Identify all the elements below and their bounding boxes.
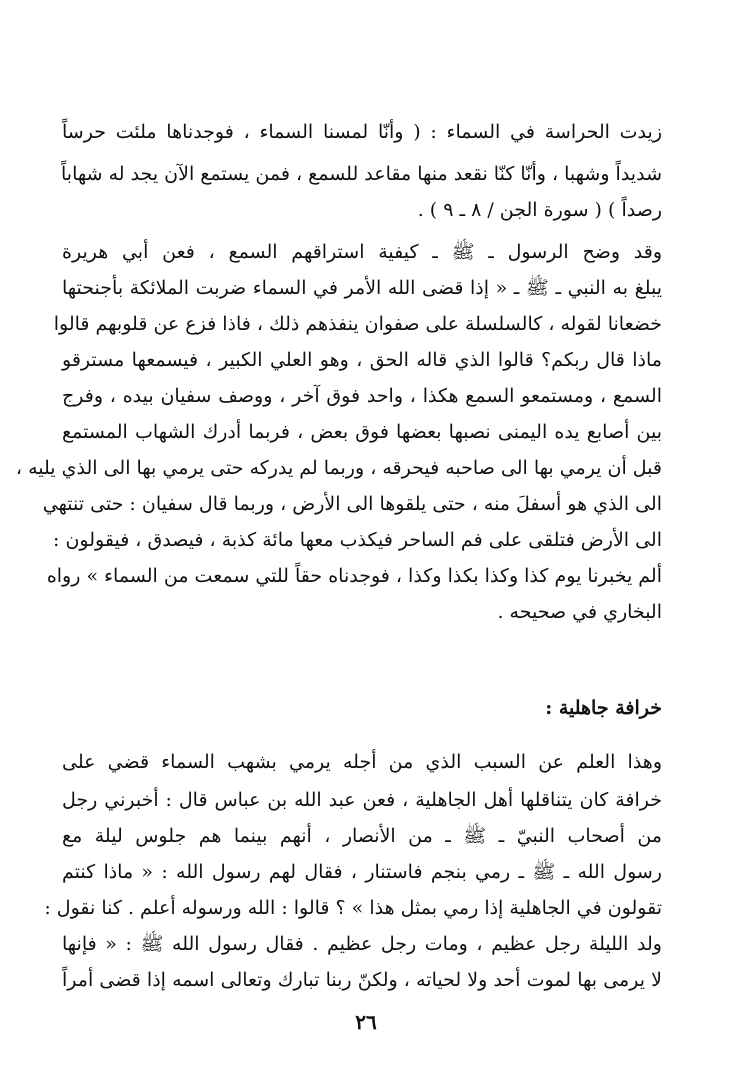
text-line: شديداً وشهبا ، وأنّا كنّا نقعد منها مقاعد للسمع ، فمن يستمع الآن يجد له شهاباً: [61, 163, 662, 185]
text-line: بين أصابع يده اليمنى نصبها بعضها فوق بعض ، فربما أدرك الشهاب المستمع: [62, 421, 662, 443]
text-line: ولد الليلة رجل عظيم ، ومات رجل عظيم . فقال رسول الله ﷺ : « فإنها: [62, 933, 662, 955]
text-line: لا يرمى بها لموت أحد ولا لحياته ، ولكنّ ربنا تبارك وتعالى اسمه إذا قضى أمراً: [62, 969, 662, 991]
text-line: ماذا قال ربكم؟ قالوا الذي قاله الحق ، وهو العلي الكبير ، فيسمعها مسترقو: [62, 349, 662, 371]
text-line: وقد وضح الرسول ـ ﷺ ـ كيفية استراقهم السمع ، فعن أبي هريرة: [62, 241, 662, 263]
text-line: من أصحاب النبيّ ـ ﷺ ـ من الأنصار ، أنهم بينما هم جلوس ليلة مع: [62, 825, 662, 847]
text-line: خرافة كان يتناقلها أهل الجاهلية ، فعن عبد الله بن عباس قال : أخبرني رجل: [62, 789, 662, 811]
section-heading: خرافة جاهلية :: [545, 697, 662, 719]
text-line: السمع ، ومستمعو السمع هكذا ، واحد فوق آخر ، ووصف سفيان بيده ، وفرج: [62, 385, 662, 407]
text-line: رسول الله ـ ﷺ ـ رمي بنجم فاستنار ، فقال لهم رسول الله : « ماذا كنتم: [62, 861, 662, 883]
text-line: خضعانا لقوله ، كالسلسلة على صفوان ينفذهم ذلك ، فاذا فزع عن قلوبهم قالوا: [53, 313, 662, 335]
text-line: البخاري في صحيحه .: [497, 601, 662, 623]
page-number: ٢٦: [355, 1010, 377, 1034]
text-line: رصداً ) ( سورة الجن / ٨ ـ ٩ ) .: [417, 199, 662, 221]
text-line: ألم يخبرنا يوم كذا وكذا بكذا وكذا ، فوجدناه حقاً للتي سمعت من السماء » رواه: [46, 565, 662, 587]
text-line: الى الذي هو أسفلَ منه ، حتى يلقوها الى الأرض ، وربما قال سفيان : حتى تنتهي: [42, 493, 662, 515]
text-line: زيدت الحراسة في السماء : ( وأنّا لمسنا السماء ، فوجدناها ملئت حرساً: [62, 121, 662, 143]
text-line: تقولون في الجاهلية إذا رمي بمثل هذا » ؟ قالوا : الله ورسوله أعلم . كنا نقول :: [44, 897, 662, 919]
text-line: قبل أن يرمي بها الى صاحبه فيحرقه ، وربما لم يدركه حتى يرمي بها الى الذي يليه ،: [15, 457, 662, 479]
text-line: وهذا العلم عن السبب الذي من أجله يرمي بشهب السماء قضي على: [62, 751, 662, 773]
text-line: الى الأرض فتلقى على فم الساحر فيكذب معها مائة كذبة ، فيصدق ، فيقولون :: [53, 529, 662, 551]
text-line: يبلغ به النبي ـ ﷺ ـ « إذا قضى الله الأمر في السماء ضربت الملائكة بأجنحتها: [62, 277, 662, 299]
